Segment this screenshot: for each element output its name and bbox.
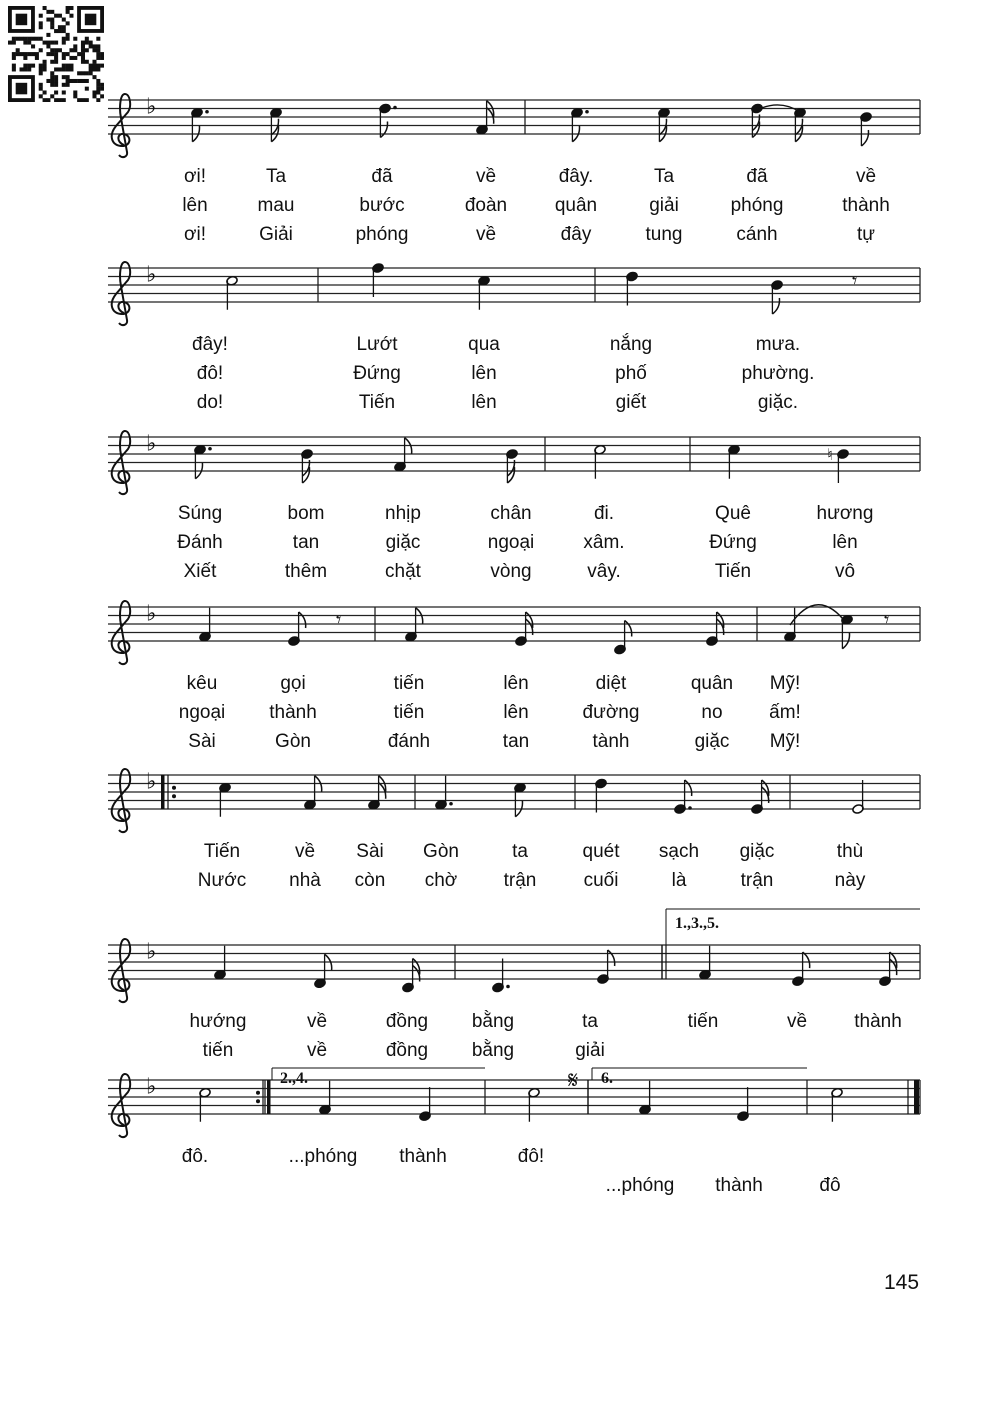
lyric-syllable: giặc <box>694 731 730 752</box>
note-flag <box>625 621 632 637</box>
lyric-syllable: quân <box>554 195 598 216</box>
lyric-syllable: ơi! <box>184 166 206 187</box>
lyric-syllable: phường. <box>741 363 815 384</box>
lyric-syllable: đô <box>819 1175 841 1196</box>
lyric-syllable: vòng <box>490 561 532 582</box>
note-dot <box>585 110 589 114</box>
lyric-syllable: Ta <box>653 166 675 187</box>
lyric-syllable: Nước <box>197 870 247 891</box>
lyric-syllable: phóng <box>730 195 784 216</box>
lyric-syllable: cuối <box>583 870 619 891</box>
qr-code <box>8 6 104 102</box>
lyric-syllable: đoàn <box>464 195 508 216</box>
lyric-syllable: thù <box>836 841 864 862</box>
lyric-syllable: về <box>306 1040 328 1061</box>
lyric-syllable: Sài <box>356 841 384 862</box>
lyric-syllable: Súng <box>177 503 223 524</box>
lyric-syllable: lên <box>471 363 497 384</box>
lyric-syllable: về <box>475 166 497 187</box>
lyric-syllable: thành <box>842 195 890 216</box>
volta-number-1: 1.,3.,5. <box>675 915 719 932</box>
lyric-syllable: Gòn <box>275 731 311 752</box>
note-dot <box>506 985 510 989</box>
lyric-syllable: chặt <box>385 561 421 582</box>
lyric-syllable: lên <box>182 195 208 216</box>
eighth-rest: 𝄾 <box>336 607 342 632</box>
lyric-syllable: tan <box>502 731 530 752</box>
lyric-syllable: ngoại <box>487 532 535 553</box>
lyric-syllable: nhịp <box>385 503 421 524</box>
lyric-syllable: Đánh <box>177 532 223 553</box>
lyric-syllable: đã <box>371 166 393 187</box>
lyric-syllable: bom <box>287 503 325 524</box>
lyric-syllable: bằng <box>471 1011 515 1032</box>
lyric-syllable: Đứng <box>353 363 401 384</box>
lyric-syllable: quân <box>690 673 734 694</box>
page-number: 145 <box>884 1271 920 1294</box>
lyric-syllable: chân <box>490 503 532 524</box>
lyric-syllable: thành <box>269 702 317 723</box>
lyric-syllable: tung <box>645 224 683 245</box>
segno-sign: 𝄋 <box>568 1066 579 1094</box>
lyric-syllable: Tiến <box>203 841 241 862</box>
lyric-syllable: ...phóng <box>288 1146 358 1167</box>
lyric-syllable: phố <box>615 363 647 384</box>
lyric-syllable: giải <box>649 195 679 216</box>
volta-number-3: 6. <box>601 1070 613 1087</box>
lyric-syllable: này <box>834 870 866 891</box>
lyric-syllable: tành <box>592 731 630 752</box>
lyric-syllable: hướng <box>189 1011 247 1032</box>
lyric-syllable: thêm <box>284 561 328 582</box>
lyric-syllable: nhà <box>289 870 321 891</box>
lyric-syllable: nắng <box>609 334 653 355</box>
lyric-syllable: do! <box>196 392 224 413</box>
repeat-dot <box>256 1099 260 1103</box>
lyric-syllable: mau <box>257 195 295 216</box>
lyric-syllable: tan <box>292 532 320 553</box>
lyric-syllable: thành <box>399 1146 447 1167</box>
slur <box>790 605 847 625</box>
lyric-syllable: no <box>701 702 723 723</box>
lyric-syllable: ta <box>512 841 528 862</box>
lyric-syllable: đô! <box>517 1146 545 1167</box>
note-flag <box>685 780 692 796</box>
note-dot <box>208 447 212 451</box>
lyric-syllable: ơi! <box>184 224 206 245</box>
final-thick-bar <box>914 1080 919 1114</box>
lyric-syllable: trận <box>503 870 537 891</box>
lyric-syllable: kêu <box>186 673 218 694</box>
lyric-syllable: tiến <box>393 673 425 694</box>
lyric-syllable: đồng <box>385 1040 429 1061</box>
lyric-syllable: gọi <box>280 673 306 694</box>
lyric-syllable: Ta <box>265 166 287 187</box>
lyric-syllable: chờ <box>424 870 458 891</box>
lyric-syllable: về <box>855 166 877 187</box>
lyric-syllable: quét <box>582 841 620 862</box>
lyric-syllable: Lướt <box>356 334 398 355</box>
lyric-syllable: về <box>475 224 497 245</box>
lyric-syllable: đánh <box>387 731 431 752</box>
repeat-dot <box>256 1091 260 1095</box>
lyric-syllable: đi. <box>593 503 615 524</box>
repeat-thick-bar <box>267 1080 271 1114</box>
lyric-syllable: về <box>786 1011 808 1032</box>
lyric-syllable: thành <box>715 1175 763 1196</box>
note-dot <box>393 106 397 110</box>
lyric-syllable: Tiến <box>714 561 752 582</box>
qr-pattern <box>8 6 104 102</box>
lyric-syllable: đã <box>746 166 768 187</box>
lyric-syllable: Tiến <box>358 392 396 413</box>
lyric-syllable: ngoại <box>178 702 226 723</box>
repeat-dot <box>172 794 176 798</box>
natural-sign: ♮ <box>827 445 833 464</box>
lyric-syllable: vô <box>834 561 856 582</box>
note-flag <box>861 130 868 146</box>
lyric-syllable: Đứng <box>709 532 757 553</box>
lyric-syllable: đây <box>560 224 592 245</box>
lyric-syllable: lên <box>503 673 529 694</box>
flat-key-signature: ♭ <box>146 262 157 288</box>
flat-key-signature: ♭ <box>146 94 157 120</box>
lyric-syllable: về <box>294 841 316 862</box>
lyric-syllable: Gòn <box>423 841 459 862</box>
lyric-syllable: cánh <box>736 224 778 245</box>
lyric-syllable: thành <box>854 1011 902 1032</box>
lyric-syllable: xâm. <box>583 532 625 553</box>
lyric-syllable: đô! <box>196 363 224 384</box>
note-dot <box>205 110 209 114</box>
lyric-syllable: đường <box>582 702 640 723</box>
lyric-syllable: lên <box>832 532 858 553</box>
lyric-syllable: Mỹ! <box>769 673 801 694</box>
lyric-syllable: lên <box>471 392 497 413</box>
lyric-syllable: hương <box>816 503 874 524</box>
flat-key-signature: ♭ <box>146 769 157 795</box>
lyric-syllable: giặc <box>385 532 421 553</box>
repeat-dot <box>172 786 176 790</box>
lyric-syllable: tiến <box>393 702 425 723</box>
note-flag <box>380 122 387 138</box>
lyric-syllable: trận <box>740 870 774 891</box>
flat-key-signature: ♭ <box>146 939 157 965</box>
lyric-syllable: đây. <box>558 166 594 187</box>
note-flag <box>299 612 306 628</box>
lyric-syllable: giặc. <box>757 392 799 413</box>
eighth-rest: 𝄾 <box>884 607 890 632</box>
note-flag <box>608 950 615 966</box>
lyric-syllable: giết <box>615 392 647 413</box>
lyric-syllable: giặc <box>739 841 775 862</box>
note-dot <box>449 802 453 806</box>
lyric-syllable: Mỹ! <box>769 731 801 752</box>
lyric-syllable: vây. <box>587 561 621 582</box>
lyric-syllable: đô. <box>181 1146 209 1167</box>
lyric-syllable: đây! <box>192 334 228 355</box>
lyric-syllable: ...phóng <box>605 1175 675 1196</box>
lyric-syllable: giải <box>575 1040 605 1061</box>
lyric-syllable: về <box>306 1011 328 1032</box>
lyric-syllable: qua <box>468 334 500 355</box>
lyric-syllable: phóng <box>355 224 409 245</box>
flat-key-signature: ♭ <box>146 601 157 627</box>
lyric-syllable: ta <box>582 1011 598 1032</box>
lyric-syllable: Giải <box>259 224 293 245</box>
lyric-syllable: là <box>671 870 687 891</box>
lyric-syllable: tự <box>857 224 875 245</box>
note-flag <box>803 952 810 968</box>
lyric-syllable: diệt <box>595 673 627 694</box>
lyric-syllable: tiến <box>687 1011 719 1032</box>
repeat-thick-bar <box>161 775 165 809</box>
lyric-syllable: ấm! <box>769 702 801 723</box>
lyric-syllable: còn <box>354 870 386 891</box>
note-flag <box>772 298 779 314</box>
eighth-rest: 𝄾 <box>852 268 858 293</box>
volta-number-2: 2.,4. <box>280 1070 308 1087</box>
lyric-syllable: Sài <box>188 731 216 752</box>
note-dot <box>688 806 692 810</box>
flat-key-signature: ♭ <box>146 1074 157 1100</box>
lyric-syllable: Quê <box>715 503 751 524</box>
lyric-syllable: sạch <box>658 841 700 862</box>
lyric-syllable: bằng <box>471 1040 515 1061</box>
lyric-syllable: tiến <box>202 1040 234 1061</box>
lyric-syllable: mưa. <box>755 334 801 355</box>
lyric-syllable: lên <box>503 702 529 723</box>
lyric-syllable: đồng <box>385 1011 429 1032</box>
lyric-syllable: Xiết <box>183 561 217 582</box>
flat-key-signature: ♭ <box>146 431 157 457</box>
lyric-syllable: bước <box>359 195 405 216</box>
